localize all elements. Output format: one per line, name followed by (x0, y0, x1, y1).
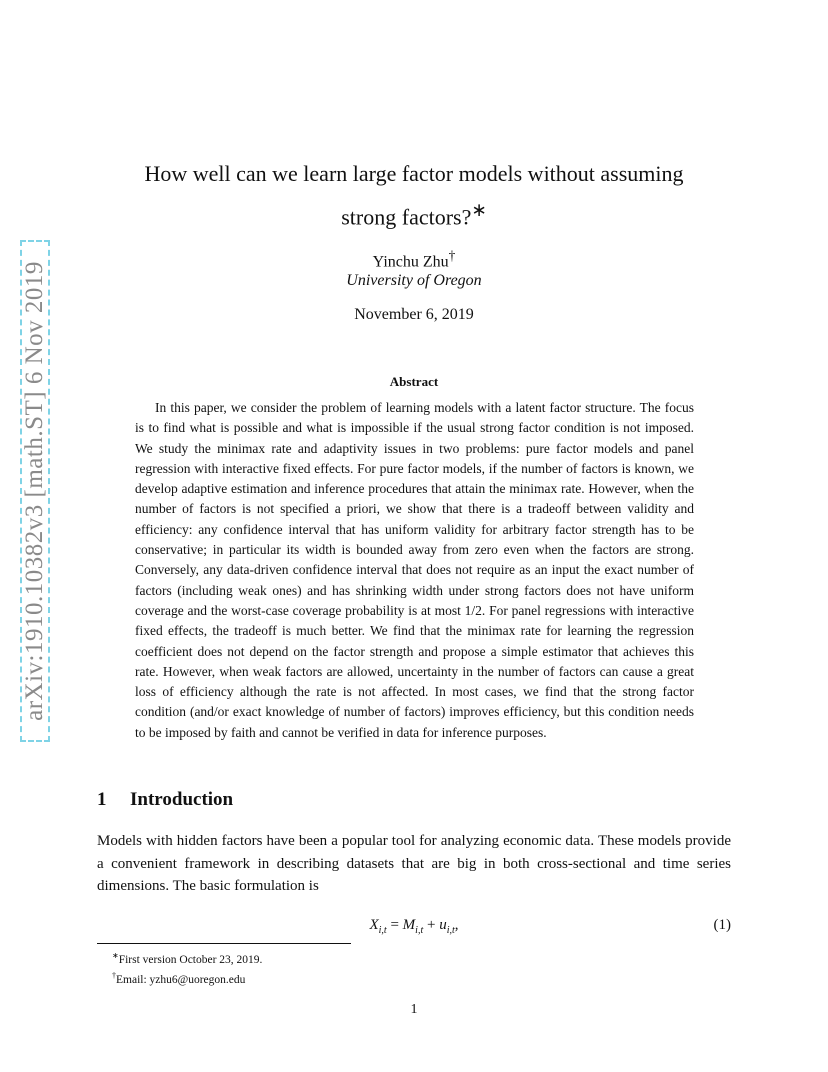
equation-body: $X_{i,t} = M_{i,t} + u_{i,t}$, (369, 917, 459, 936)
section-title: Introduction (130, 789, 234, 810)
author-footnote-mark: † (448, 248, 456, 263)
arxiv-stamp (20, 240, 50, 742)
footnote-1: ∗First version October 23, 2019. (112, 951, 263, 966)
affiliation: University of Oregon (346, 272, 482, 289)
equation-1 (97, 917, 731, 939)
paper-title (100, 155, 728, 235)
abstract-text: In this paper, we consider the problem of learning models with a latent factor structure. The focus is to find what is possible and what is impossible if the usual strong factor condition is not imposed. We study the minimax rate and adaptivity issues in two problems: pure factor models and panel regression with interactive fixed effects. For pure factor models, if the number of factors is known, we develop adaptive estimation and inference procedures that attain the minimax rate. However, when the number of factors is not specified a priori, we show that there is a tradeoff between validity and efficiency: any confidence interval that has uniform validity for arbitrary factor strength has to be conservative; in particular its width is bounded away from zero even when the factors are strong. Conversely, any data-driven confidence interval that does not require as an input the exact number of factors (including weak ones) and has shrinking width under strong factors does not have uniform coverage and the worst-case coverage probability is at most 1/2. For panel regressions with interactive fixed effects, the tradeoff is much better. We find that the minimax rate for learning the regression coefficient does not depend on the factor strength and propose a simple estimator that achieves this rate. However, when weak factors are allowed, uncertainty in the number of factors can cause a great loss of efficiency although the rate is not affected. In most cases, we find that the strong factor condition (and/or exact knowledge of number of factors) improves efficiency, but this condition needs to be imposed by faith and cannot be verified in data for inference purposes. (135, 400, 694, 740)
paper-date: November 6, 2019 (354, 306, 474, 323)
introduction-text: Models with hidden factors have been a popular tool for analyzing economic data. These models provide a convenient framework in describing datasets that are big in both cross-sectional and time series dimensions. The basic formulation is (97, 833, 731, 895)
author-name: Yinchu Zhu (372, 253, 449, 271)
section-number: 1 (97, 789, 107, 810)
author-line (100, 248, 728, 271)
footnote-2: †Email: yzhu6@uoregon.edu (112, 970, 246, 986)
page-number: 1 (410, 1002, 418, 1017)
section-heading (97, 789, 233, 811)
footnote-rule (97, 943, 351, 944)
title-line-1: How well can we learn large factor models without assuming (144, 161, 684, 186)
title-line-2: strong factors? (341, 204, 472, 230)
title-footnote-mark: ∗ (471, 200, 487, 220)
arxiv-stamp-text: arXiv:1910.10382v3 [math.ST] 6 Nov 2019 (21, 261, 49, 721)
equation-number: (1) (713, 917, 731, 933)
abstract-heading: Abstract (389, 374, 439, 389)
footnotes (112, 948, 262, 988)
